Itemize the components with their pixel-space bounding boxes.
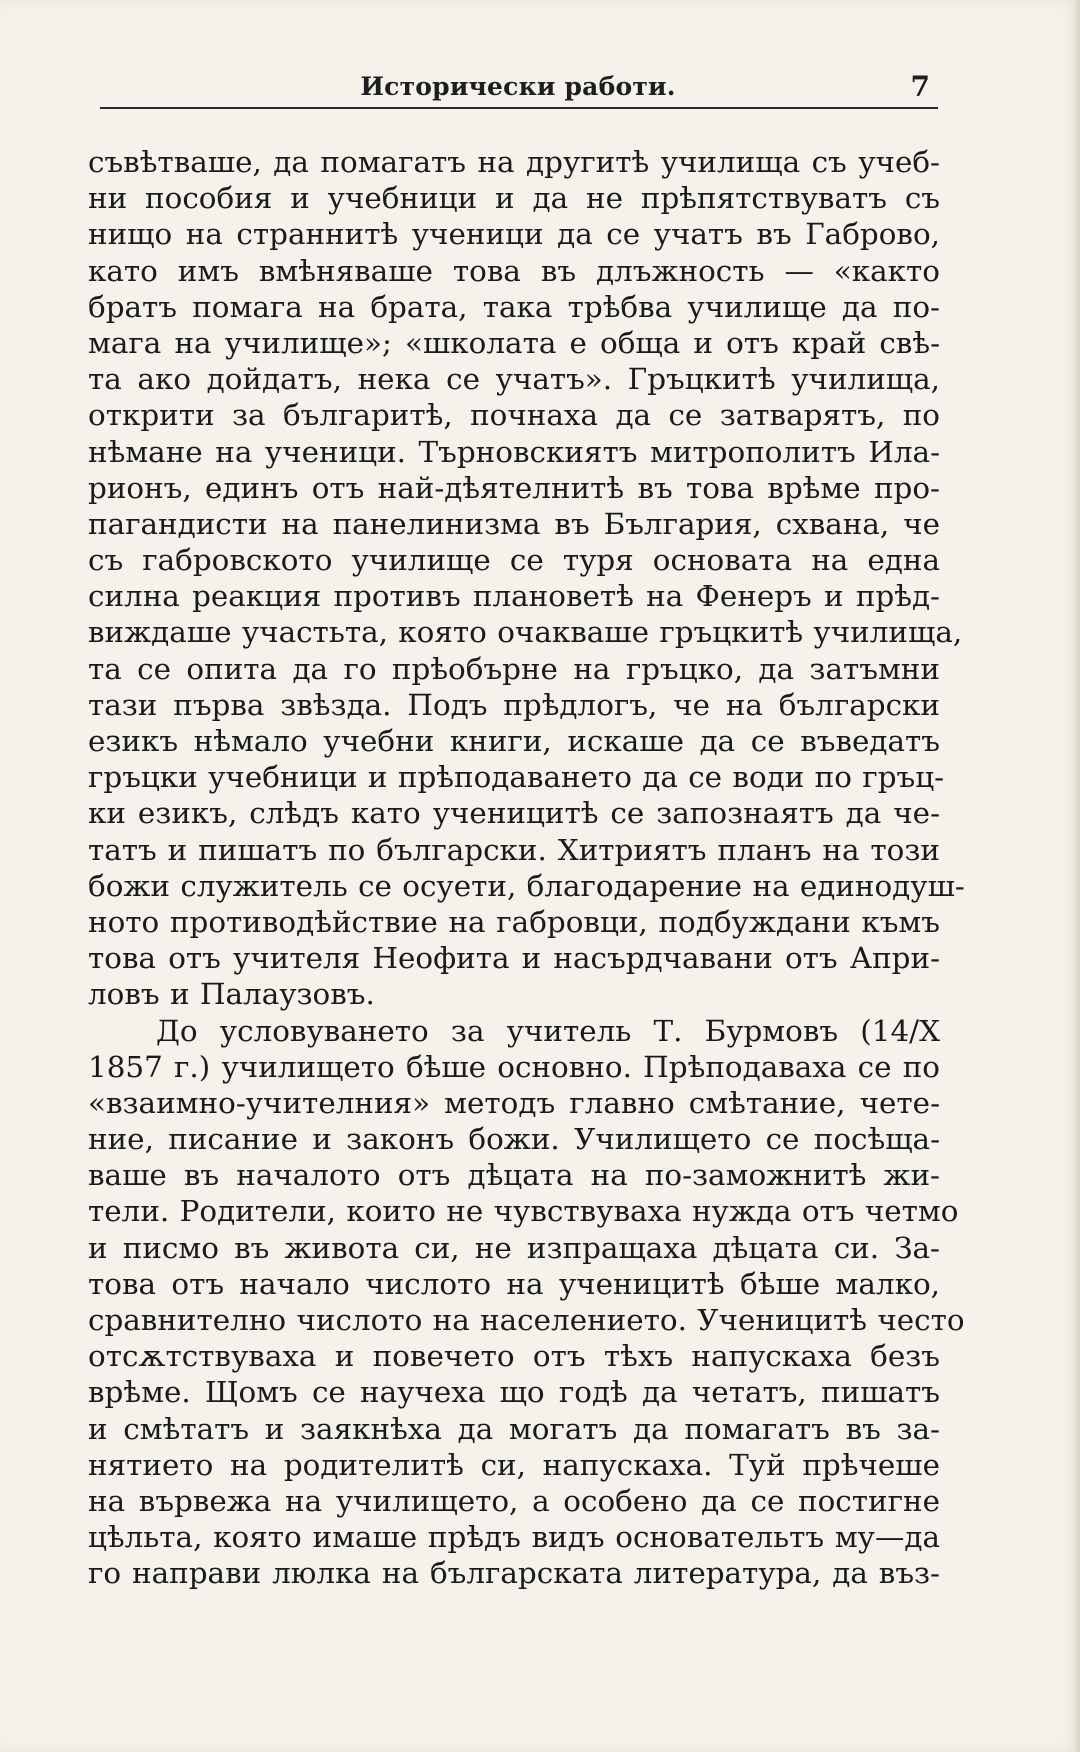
text-line: ки езикъ, слѣдъ като ученицитѣ се запознаятъ да че- (88, 796, 940, 831)
text-line: та се опита да го прѣобърне на гръцко, да затъмни (88, 651, 940, 686)
text-line: татъ и пишатъ по български. Хитриятъ планъ на този (88, 832, 940, 867)
text-line: съвѣтваше, да помагатъ на другитѣ училища съ учеб- (88, 145, 940, 179)
text-line: сравнително числото на населението. Ученицитѣ често (88, 1303, 965, 1337)
text-line: пагандисти на панелинизма въ България, схвана, че (88, 506, 940, 541)
text-line: гръцки учебници и прѣподаването да се води по гръц- (88, 760, 945, 795)
text-line: братъ помага на брата, така трѣбва училище да по- (88, 289, 940, 324)
text-line: като имъ вмѣняваше това въ длъжность — «както (88, 253, 940, 288)
text-line: и смѣтатъ и заякнѣха да могатъ да помагатъ въ за- (88, 1411, 940, 1446)
text-line: ното противодѣйствие на габровци, подбуждани къмъ (88, 904, 940, 939)
text-line-paragraph-start: До условуването за учитель Т. Бурмовъ (14/X (156, 1013, 940, 1048)
text-line: нищо на страннитѣ ученици да се учатъ въ Габрово, (88, 217, 940, 252)
text-line: нѣмане на ученици. Търновскиятъ митрополитъ Ила- (88, 434, 940, 469)
text-line: мага на училище»; «школата е обща и отъ край свѣ- (88, 325, 940, 360)
text-line: ваше въ началото отъ дѣцата на по-заможнитѣ жи- (88, 1158, 940, 1193)
text-line: силна реакция противъ плановетѣ на Фенеръ и прѣд- (88, 579, 940, 614)
text-line: езикъ нѣмало учебни книги, искаше да се въведатъ (88, 724, 940, 758)
text-line: го направи люлка на българската литература, да въз- (88, 1556, 940, 1591)
text-line: божи служитель се осуети, благодарение на единодуш- (88, 868, 965, 903)
text-line: ние, писание и законъ божи. Училището се посѣща- (88, 1122, 940, 1157)
text-line-paragraph-end: ловъ и Палаузовъ. (88, 977, 375, 1012)
text-line: тази първа звѣзда. Подъ прѣдлогъ, че на български (88, 687, 940, 722)
text-line: врѣме. Щомъ се научеха що годѣ да четатъ, пишатъ (88, 1375, 940, 1410)
text-line: «взаимно-учителния» методъ главно смѣтание, чете- (88, 1085, 940, 1120)
text-line: цѣльта, която имаше прѣдъ видъ основательтъ му—да (88, 1520, 940, 1555)
running-head-title: Исторически работи. (360, 72, 676, 101)
header-rule (100, 107, 938, 109)
page-edge-shadow (1074, 0, 1080, 1752)
text-line: 1857 г.) училището бѣше основно. Прѣподаваха се по (88, 1049, 940, 1084)
text-line: това отъ учителя Неофита и насърдчавани отъ Апри- (88, 941, 940, 976)
text-line: отсѫтствуваха и повечето отъ тѣхъ напускаха безъ (88, 1339, 940, 1374)
text-line: нятието на родителитѣ си, напускаха. Туй прѣчеше (88, 1447, 940, 1482)
text-line: ни пособия и учебници и да не прѣпятствуватъ съ (88, 181, 940, 216)
text-line: виждаше участьта, която очакваше гръцкитѣ училища, (88, 615, 963, 650)
text-line: открити за българитѣ, почнаха да се затварятъ, по (88, 398, 940, 433)
text-line: и писмо въ живота си, не изпращаха дѣцата си. За- (88, 1230, 940, 1265)
running-head (88, 66, 948, 106)
text-line: съ габровското училище се туря основата на една (88, 543, 940, 578)
text-line: тели. Родители, които не чувствуваха нужда отъ четмо (88, 1194, 959, 1229)
text-line: та ако дойдатъ, нека се учатъ». Гръцкитѣ училища, (88, 362, 940, 397)
text-line: това отъ начало числото на ученицитѣ бѣше малко, (88, 1266, 940, 1301)
text-line: рионъ, единъ отъ най-дѣятелнитѣ въ това врѣме про- (88, 470, 940, 505)
page-number: 7 (910, 70, 930, 103)
body-text (88, 144, 965, 1592)
text-line: на вървежа на училището, а особено да се постигне (88, 1483, 940, 1518)
